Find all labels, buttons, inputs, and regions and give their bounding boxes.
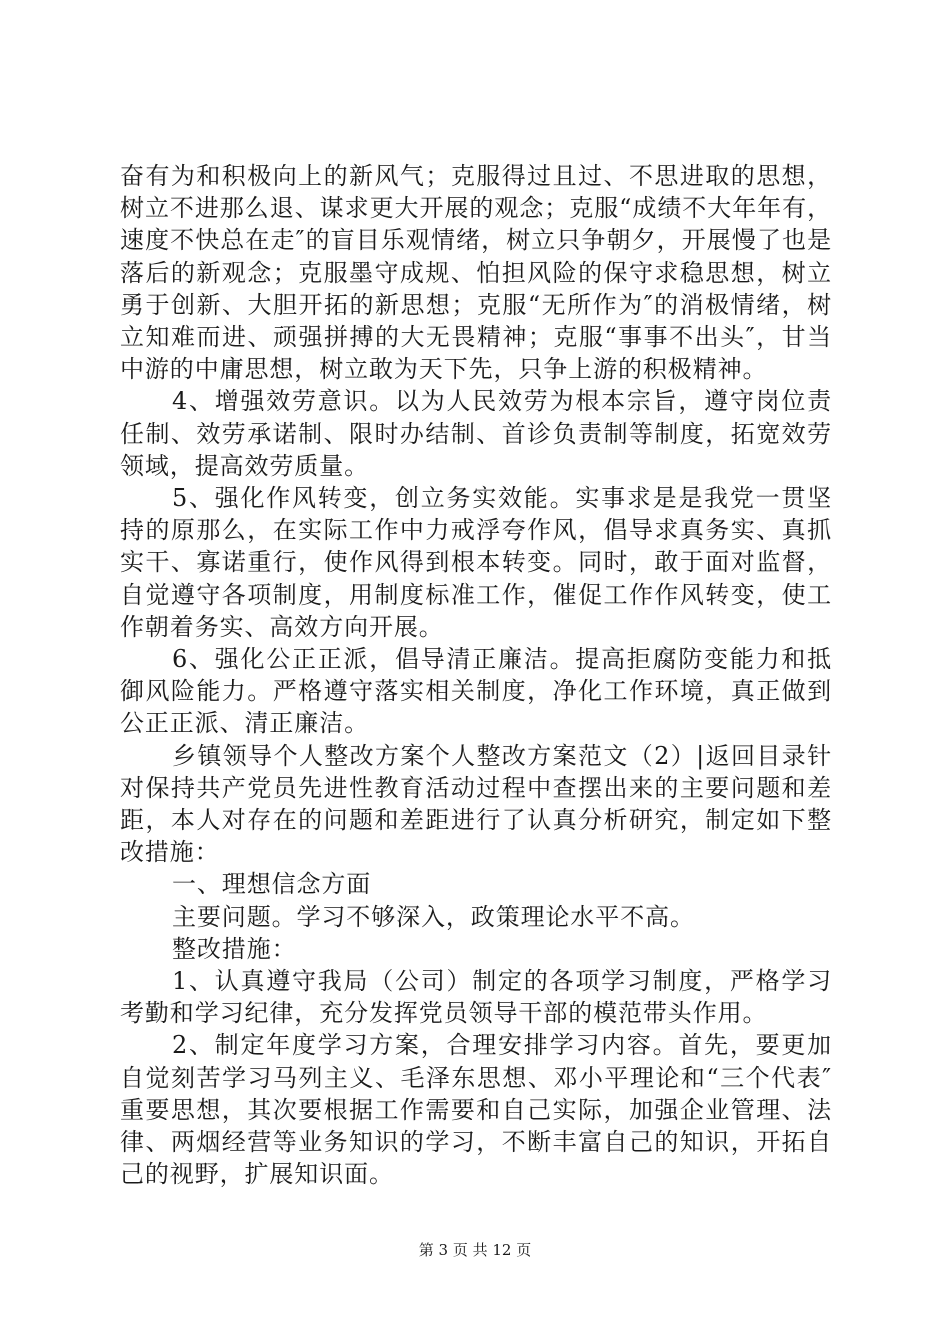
page-footer: 第 3 页 共 12 页	[418, 1241, 532, 1259]
paragraph-measure-2: 2、制定年度学习方案，合理安排学习内容。首先，要更加自觉刻苦学习马列主义、毛泽东思想、邓小平理论和“三个代表″重要思想，其次要根据工作需要和自己实际，加强企业管理、法律、两烟经营等业务知识的学习，不断丰富自己的知识，开拓自己的视野，扩展知识面。	[120, 1031, 832, 1189]
paragraph-item-6: 6、强化公正正派，倡导清正廉洁。提高拒腐防变能力和抵御风险能力。严格遵守落实相关制度，净化工作环境，真正做到公正正派、清正廉洁。	[120, 645, 832, 738]
paragraph-item-5: 5、强化作风转变，创立务实效能。实事求是是我党一贯坚持的原那么，在实际工作中力戒浮夸作风，倡导求真务实、真抓实干、寡诺重行，使作风得到根本转变。同时，敢于面对监督，自觉遵守各项制度，用制度标准工作，催促工作作风转变，使工作朝着务实、高效方向开展。	[120, 484, 832, 641]
document-body	[120, 160, 832, 1191]
paragraph-main-problem: 主要问题。学习不够深入，政策理论水平不高。	[172, 902, 695, 931]
paragraph-continuation: 奋有为和积极向上的新风气；克服得过且过、不思进取的思想，树立不进那么退、谋求更大开展的观念；克服“成绩不大年年有，速度不快总在走″的盲目乐观情绪，树立只争朝夕，开展慢了也是落后的新观念；克服墨守成规、怕担风险的保守求稳思想，树立勇于创新、大胆开拓的新思想；克服“无所作为″的消极情绪，树立知难而进、顽强拼搏的大无畏精神；克服“事事不出头″，甘当中游的中庸思想，树立敢为天下先，只争上游的积极精神。	[120, 162, 832, 384]
paragraph-item-4: 4、增强效劳意识。以为人民效劳为根本宗旨，遵守岗位责任制、效劳承诺制、限时办结制、首诊负责制等制度，拓宽效劳领域，提高效劳质量。	[120, 387, 832, 480]
section-heading: 一、理想信念方面	[172, 870, 372, 899]
paragraph-section-intro: 乡镇领导个人整改方案个人整改方案范文（2）|返回目录针对保持共产党员先进性教育活动过程中查摆出来的主要问题和差距，本人对存在的问题和差距进行了认真分析研究，制定如下整改措施：	[120, 741, 832, 867]
paragraph-measures-label: 整改措施：	[172, 934, 297, 963]
paragraph-measure-1: 1、认真遵守我局（公司）制定的各项学习制度，严格学习考勤和学习纪律，充分发挥党员领导干部的模范带头作用。	[120, 967, 832, 1028]
